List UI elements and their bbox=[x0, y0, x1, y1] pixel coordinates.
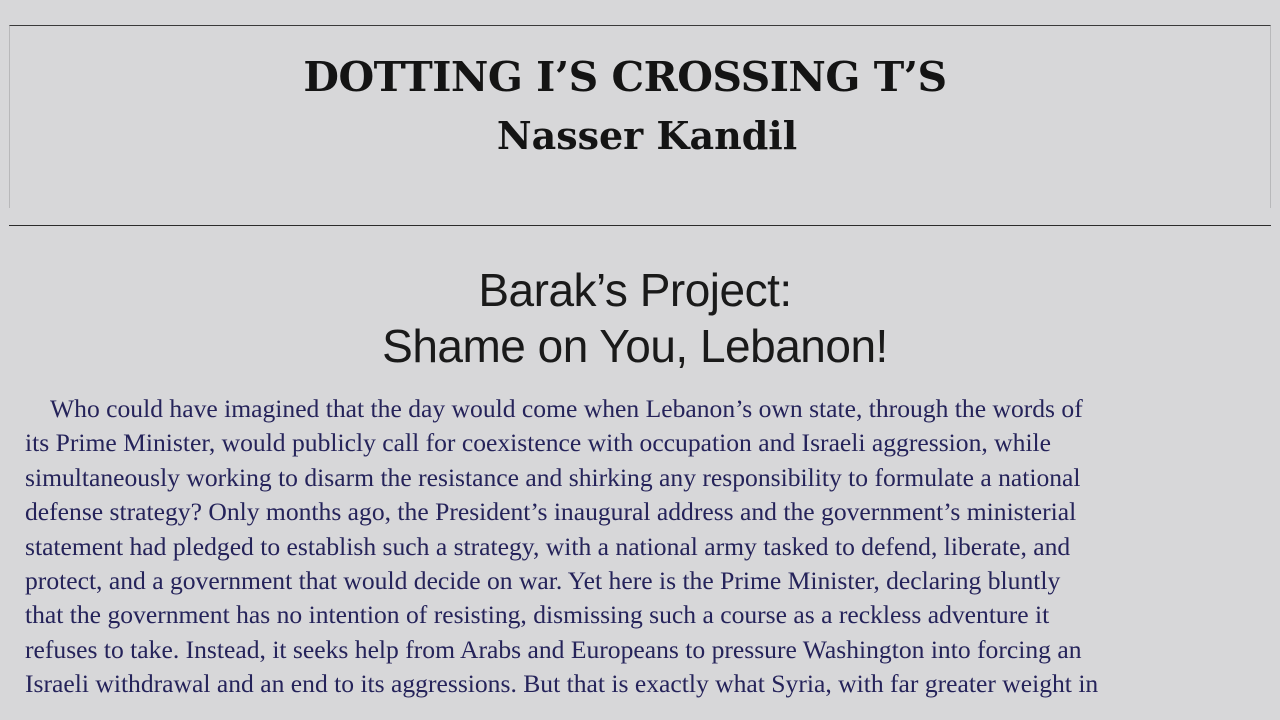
body-line: protect, and a government that would decide on war. Yet here is the Prime Minister, declaring bluntly bbox=[25, 566, 1061, 596]
body-line: that the government has no intention of resisting, dismissing such a course as a reckless adventure it bbox=[25, 600, 1050, 630]
body-line: statement had pledged to establish such a strategy, with a national army tasked to defend, liberate, and bbox=[25, 531, 1071, 561]
author-name: Nasser Kandil bbox=[496, 113, 798, 158]
divider bbox=[9, 225, 1271, 226]
body-line: Israeli withdrawal and an end to its aggressions. But that is exactly what Syria, with far greater weight in bbox=[25, 669, 1099, 699]
body-line: its Prime Minister, would publicly call for coexistence with occupation and Israeli aggression, while bbox=[25, 428, 1052, 458]
body-line: refuses to take. Instead, it seeks help from Arabs and Europeans to pressure Washington into forcing an bbox=[25, 634, 1082, 664]
article-body bbox=[25, 392, 1257, 702]
body-line: simultaneously working to disarm the resistance and shirking any responsibility to formulate a national bbox=[25, 462, 1081, 492]
article-title-line: Shame on You, Lebanon! bbox=[382, 320, 888, 372]
body-line: Who could have imagined that the day would come when Lebanon’s own state, through the words of bbox=[50, 394, 1083, 423]
article-title-line: Barak’s Project: bbox=[478, 264, 792, 316]
article-title bbox=[0, 262, 1270, 374]
body-line: defense strategy? Only months ago, the President’s inaugural address and the government’s ministerial bbox=[25, 497, 1077, 527]
column-title: DOTTING I’S CROSSING T’S bbox=[303, 53, 947, 101]
